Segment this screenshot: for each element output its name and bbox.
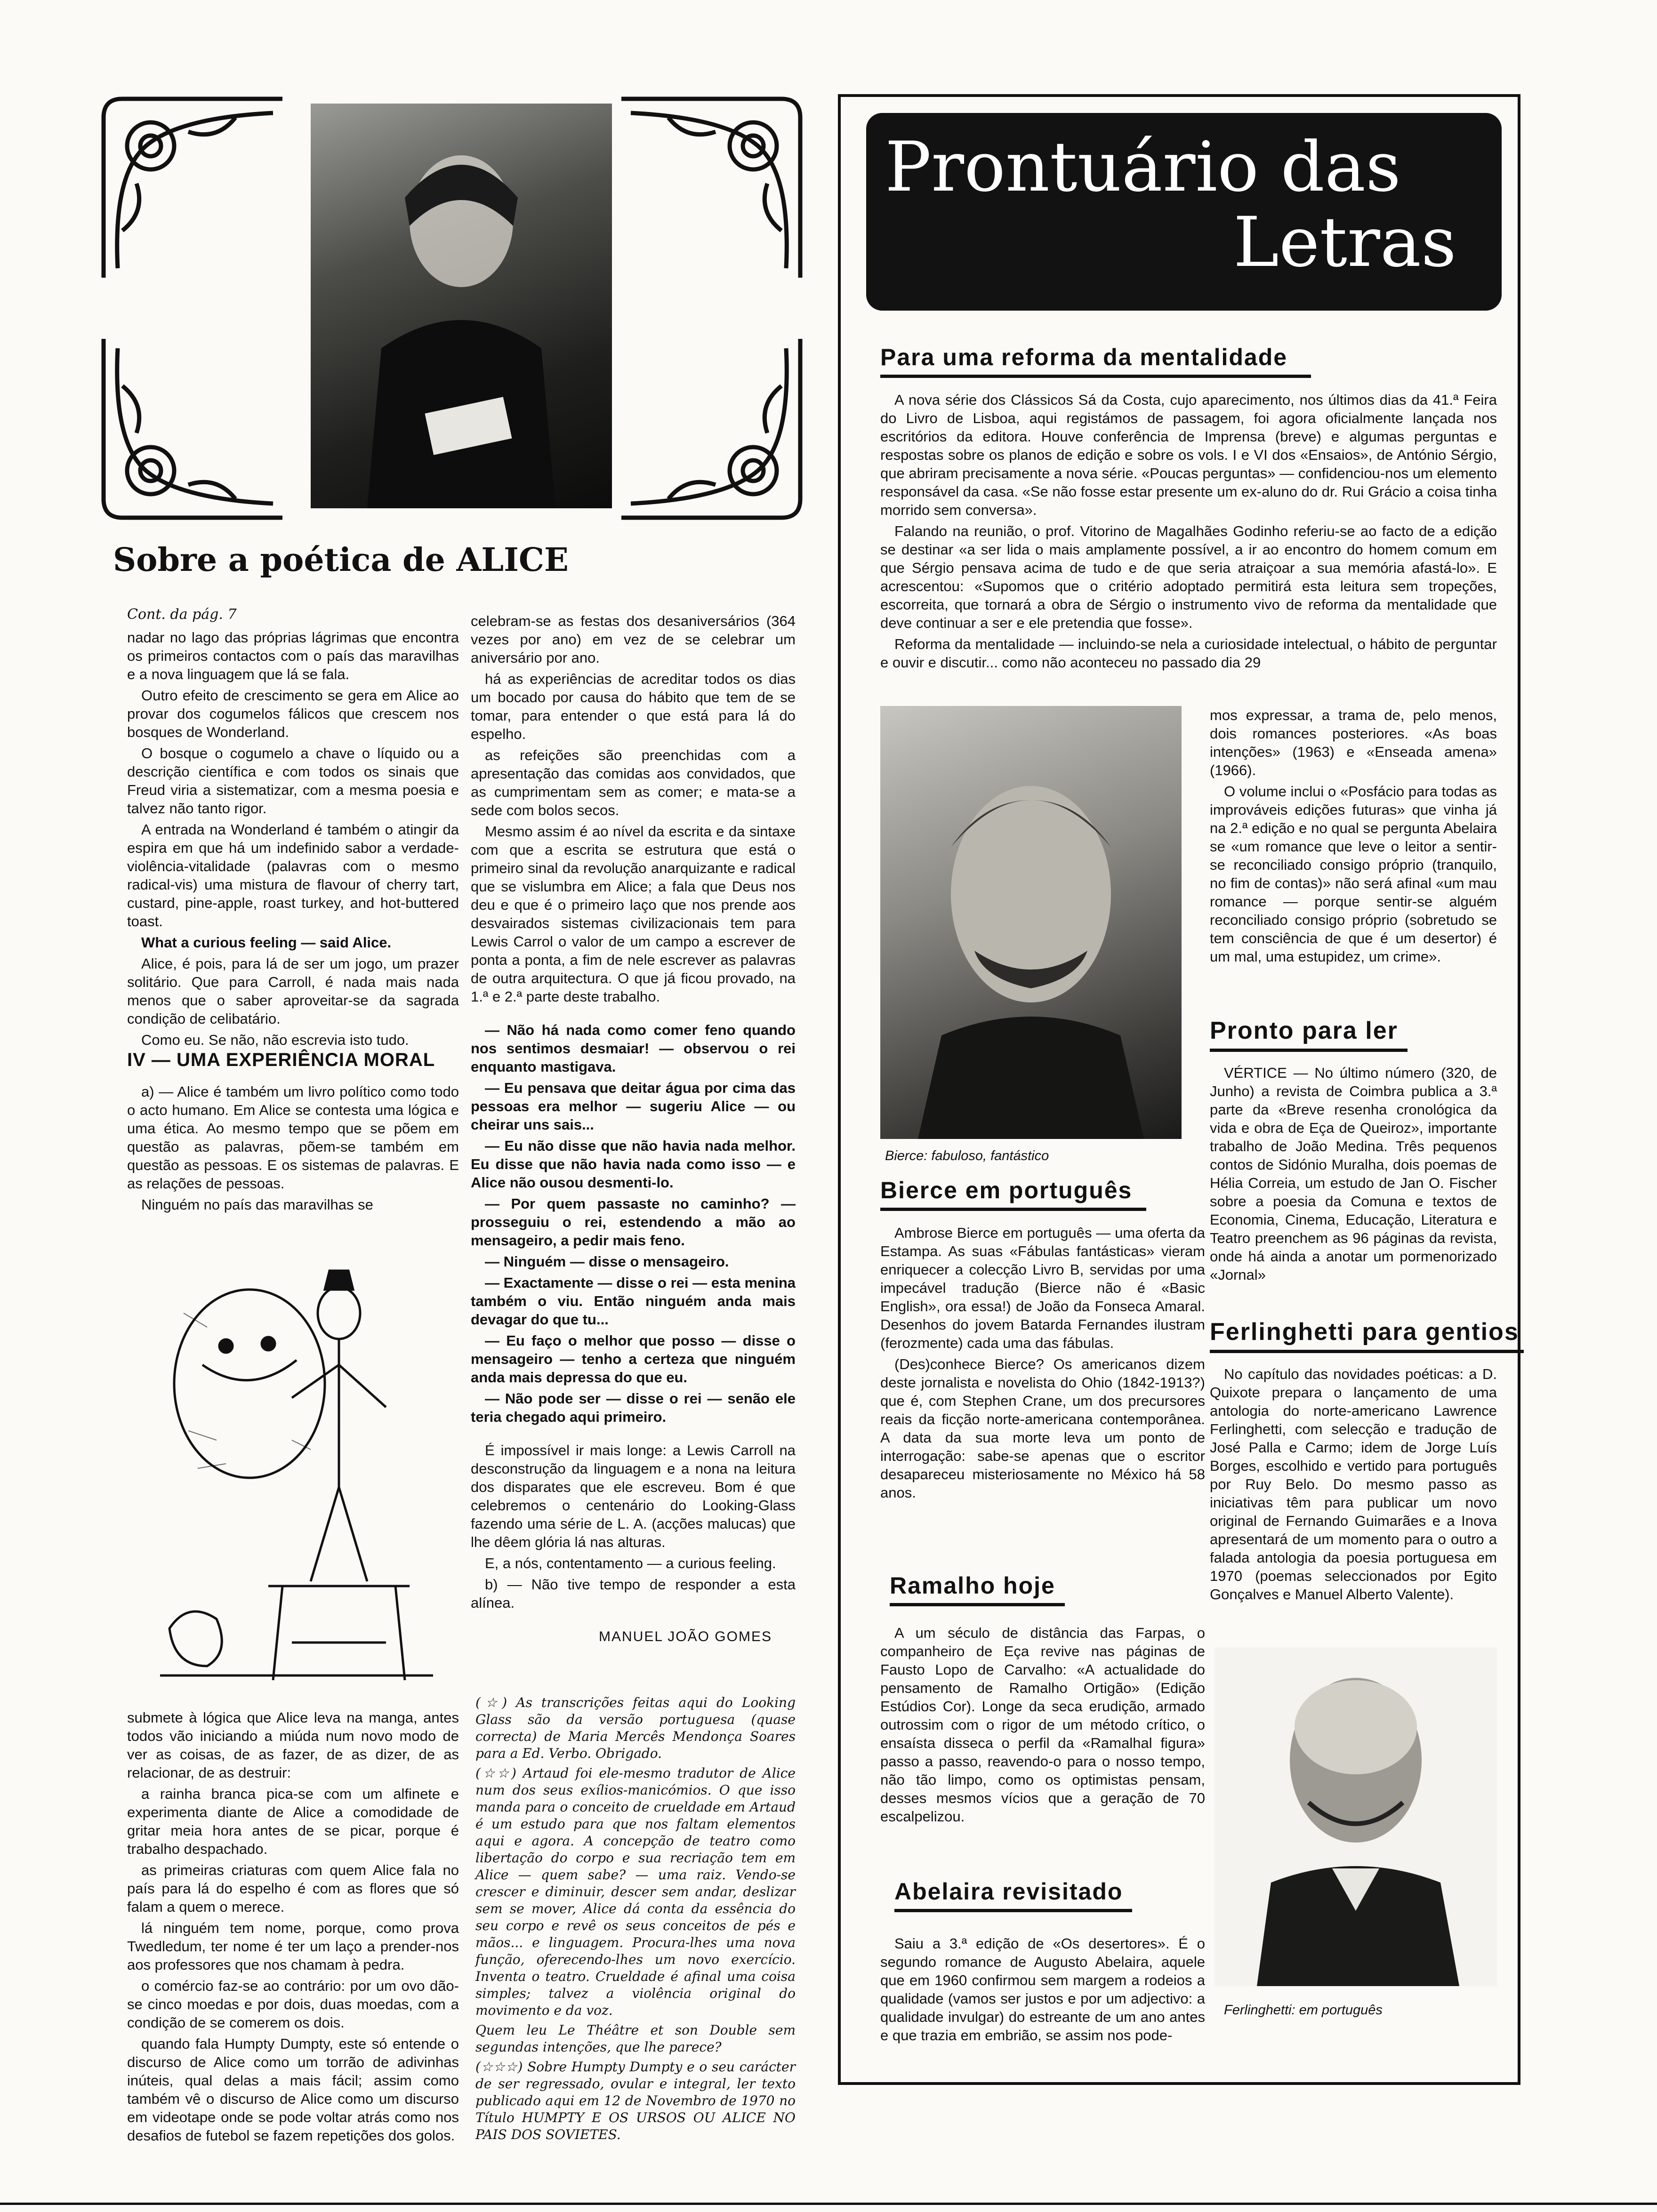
paragraph: VÉRTICE — No último número (320, de Junho) a revista de Coimbra publica a 3.ª parte da «Breve resenha cronológica da vida e obra de Eça de Queiroz», importante trabalho de João Medina. Três pequenos contos de Sidónio Muralha, dois poemas de Hélia Correia, um estudo de Jan O. Fischer sobre a poesia da Comuna e textos de Economia, Cinema, Educação, Literatura e Teatro preenchem as 96 páginas da revista, onde há ainda a anotar um pormenorizado «Jornal» [1210,1065,1497,1283]
paragraph: celebram-se as festas dos desaniversários (364 vezes por ano) em vez de se celebrar um aniversário por ano. [471,613,796,666]
dialogue-line: — Eu pensava que deitar água por cima das pessoas era melhor — sugeriu Alice — ou cheirar uns sais... [471,1080,796,1133]
section-title-pronto: Pronto para ler [1210,1017,1408,1052]
section-title-bierce: Bierce em português [880,1177,1146,1211]
bierce-body [880,1224,1205,1563]
alice-column-1-mid [127,1082,459,1233]
dialogue-line: — Por quem passaste no caminho? — prosseguiu o rei, estendendo a mão ao mensageiro, a pedir mais feno. [471,1195,796,1249]
dialogue-line: — Exactamente — disse o rei — esta menina também o viu. Então ninguém anda mais devagar do que tu... [471,1274,796,1328]
paragraph: E, a nós, contentamento — a curious feeling. [485,1555,776,1571]
footnote: (☆) As transcrições feitas aqui do Looking Glass são da versão portuguesa (quase correcta) de Maria Mercês Mendonça Soares para a Ed. Verbo. Obrigado. [475,1695,796,1761]
section-title-ferlinghetti: Ferlinghetti para gentios [1210,1318,1524,1353]
paragraph: Saiu a 3.ª edição de «Os desertores». É o segundo romance de Augusto Abelaira, aquele que em 1960 confirmou sem margem a rodeios a qualidade (vamos ser justos e por um adjectivo: a qualidade invulgar) do estreante de um ano antes e que trazia em embrião, se assim nos pode- [880,1935,1205,2044]
ornament-bottom-left [94,329,292,527]
ramalho-body [880,1624,1205,1868]
ferlinghetti-portrait-photo [1215,1647,1497,1986]
bierce-portrait-photo [880,706,1182,1139]
paragraph: É impossível ir mais longe: a Lewis Carroll na desconstrução da linguagem e a nona na leitura dos disparates que ele escreveu. Bom é que celebremos o centenário do Looking-Glass fazendo uma série de L. A. (acções malucas) que lhe dêem glória lá nas alturas. [471,1442,796,1550]
paragraph: (Des)conhece Bierce? Os americanos dizem deste jornalista e novelista do Ohio (1842-1913?) que é, com Stephen Crane, um dos precursores reais da ficção norte-americana contemporânea. A data da sua morte leva um ponto de interrogação: sabe-se apenas que o escritor desapareceu misteriosamente no México há 58 anos. [880,1356,1205,1501]
alice-column-1-top [127,628,459,1048]
paragraph: há as experiências de acreditar todos os dias um bocado por causa do hábito que tem de se tomar, para entender o que está para lá do espelho. [471,671,796,742]
paragraph: O bosque o cogumelo a chave o líquido ou a descrição científica e com todos os sinais que Freud viria a sistematizar, com a mesma poesia e talvez não tanto rigor. [127,745,459,817]
paragraph: submete à lógica que Alice leva na manga, antes todos vão iniciando a miúda num novo modo de ver as coisas, de as fazer, de as dizer, de as relacionar, de as destruir: [127,1709,459,1781]
paragraph: Mesmo assim é ao nível da escrita e da sintaxe com que a escrita se estrutura que está o primeiro sinal da revolução anarquizante e radical que se vislumbra em Alice; a fala que Deus nos deu e que é o primeiro laço que nos prende aos desvairados sistemas civilizacionais tem para Lewis Carrol o valor de um campo a escrever de ponta a ponta, a fim de nele escrever as palavras de outra arquitectura. O que já ficou provado, na 1.ª e 2.ª parte deste trabalho. [471,823,796,1005]
section-subhead: IV — UMA EXPERIÊNCIA MORAL [127,1050,435,1070]
masthead-title-line1: Prontuário das [885,127,1401,207]
humpty-dumpty-illustration [151,1242,442,1694]
ferlinghetti-photo-caption: Ferlinghetti: em português [1224,2003,1383,2018]
paragraph: b) — Não tive tempo de responder a esta alínea. [471,1576,796,1611]
footnote: Quem leu Le Théâtre et son Double sem segundas intenções, que lhe parece? [475,2022,796,2055]
paragraph: Reforma da mentalidade — incluindo-se nela a curiosidade intelectual, o hábito de perguntar e ouvir e discutir... como não aconteceu no passado dia 29 [880,636,1497,671]
footnote: (☆☆) Artaud foi ele-mesmo tradutor de Alice num dos seus exílios-manicómios. O que isso manda para o conceito de crueldade em Artaud é um estudo para que nos faltam elementos aqui e agora. A concepção de teatro como libertação do corpo e sua recriação tem em Alice — quem sabe? — uma raiz. Vendo-se crescer e diminuir, descer sem andar, deslizar sem se mover, Alice dá conta da essência do seu corpo e revê os seus conceitos de pés e mãos... e linguagem. Procura-lhes uma nova função, oferecendo-lhes um novo exercício. Inventa o teatro. Crueldade é afinal uma coisa simples; talvez a violência original do movimento e da voz. [475,1765,796,2018]
portrait-figure [311,104,612,508]
paragraph: A nova série dos Clássicos Sá da Costa, cujo aparecimento, nos últimos dias da 41.ª Feira do Livro de Lisboa, aqui registámos de passagem, foi agora oficialmente lançada nos escritórios da editora. Houve conferência de Imprensa (breve) e algumas perguntas e respostas sobre os planos de edição e sobre os vols. I e VI dos «Ensaios», de António Sérgio, que abriram precisamente a nova série. «Poucas perguntas» — confidenciou-nos um elemento responsável da casa. «Se não fosse estar presente um ex-aluno do dr. Rui Grácio a coisa tinha morrido sem conversa». [880,392,1497,518]
dialogue-line: — Ninguém — disse o mensageiro. [485,1253,729,1270]
ornament-top-left [94,89,292,287]
reforma-body [880,391,1497,692]
masthead-title-line2: Letras [1233,202,1456,282]
abelaira-continuation [1210,706,1497,988]
paragraph: O volume inclui o «Posfácio para todas as improváveis edições futuras» que vinha já na 2.ª edição e no qual se pergunta Abelaira se «um romance que leve o leitor a sentir-se reconciliado consigo próprio (tranquilo, no fim de contas)» não será afinal «um mau romance — porque sentir-se alguém reconciliado consigo próprio (sobretudo se tem consciência de que é um desertor) é um mal, uma estupidez, um crime». [1210,783,1497,965]
paragraph: Ambrose Bierce em português — uma oferta da Estampa. As suas «Fábulas fantásticas» vieram enriquecer a colecção Livro B, servidas por uma impecável tradução (Bierce não é «Basic English», ora essa!) de João da Fonseca Amaral. Desenhos do jovem Batarda Fernandes ilustram (ferozmente) cada uma das fábulas. [880,1225,1205,1351]
paragraph: No capítulo das novidades poéticas: a D. Quixote prepara o lançamento de uma antologia do norte-americano Lawrence Ferlinghetti, com selecção e tradução de José Palla e Carmo; idem de Jorge Luís Borges, escolhido e vertido para português por Ruy Belo. Do mesmo passo as iniciativas têm para publicar um novo original de Fernando Guimarães e a Inova apresentará de um momento para o outro a falada antologia da poesia portuguesa em 1970 (poemas seleccionados por Egito Gonçalves e Manuel Alberto Valente). [1210,1366,1497,1603]
author-signature: MANUEL JOÃO GOMES [599,1629,772,1644]
article-title: Sobre a poética de ALICE [113,541,569,579]
paragraph: Como eu. Se não, não escrevia isto tudo. [141,1032,409,1048]
section-title-reforma: Para uma reforma da mentalidade [880,344,1311,378]
paragraph: Outro efeito de crescimento se gera em Alice ao provar dos cogumelos fálicos que crescem nos bosques de Wonderland. [127,687,459,740]
paragraph: nadar no lago das próprias lágrimas que encontra os primeiros contactos com o país das maravilhas e a nova linguagem que lá se fala. [127,629,459,682]
paragraph: quando fala Humpty Dumpty, este só entende o discurso de Alice como um torrão de adivinhas inúteis, qual delas a mais fácil; assim como também vê o discurso de Alice como um discurso em videotape onde se pode voltar atrás como nos desafios de futebol se fazem repetições dos golos. [127,2036,459,2144]
paragraph: as refeições são preenchidas com a apresentação das comidas aos convidados, que as cumprimentam sem as comer; e mata-se a sede com bolos secos. [471,747,796,818]
footnote: (☆☆☆) Sobre Humpty Dumpty e o seu carácter de ser regressado, ovular e integral, ler texto publicado aqui em 12 de Novembro de 1970 no Título HUMPTY E OS URSOS OU ALICE NO PAIS DOS SOVIETES. [475,2059,796,2142]
dialogue-line: — Não há nada como comer feno quando nos sentimos desmaiar! — observou o rei enquanto mastigava. [471,1022,796,1075]
section-title-ramalho: Ramalho hoje [890,1572,1065,1606]
ornament-bottom-right [612,329,810,527]
pronto-body [1210,1064,1497,1299]
paragraph: a rainha branca pica-se com um alfinete e experimenta diante de Alice a comodidade de gritar meia hora antes de se picar, porque é trabalho despachado. [127,1786,459,1857]
paragraph: a) — Alice é também um livro político como todo o acto humano. Em Alice se contesta uma lógica e uma ética. Ao mesmo tempo que se põem em questão as palavras, põem-se também em questão as pessoas. E os sistemas de palavras. E as relações de pessoas. [127,1083,459,1192]
ferlinghetti-figure [1215,1647,1497,1986]
abelaira-body [880,1934,1205,2076]
quote-line: What a curious feeling — said Alice. [141,934,392,951]
paragraph: lá ninguém tem nome, porque, como prova Twedledum, ter nome é ter um laço a prender-nos aos professores que nos chamam à pedra. [127,1920,459,1973]
paragraph: Ninguém no país das maravilhas se [141,1196,373,1213]
paragraph: A um século de distância das Farpas, o companheiro de Eça revive nas páginas de Fausto Lopo de Carvalho: «A actualidade do pensamento de Ramalho Ortigão» (Edição Estúdios Cor). Longe da seca erudição, armado outrossim com o rigor de um método crítico, o ensaísta disseca o perfil da «Ramalhal figura» passo a passo, reavendo-o para o nosso tempo, não tão limpo, como os optimistas pensam, desses mesmos vícios que a geração de 70 escalpelizou. [880,1625,1205,1825]
paragraph: o comércio faz-se ao contrário: por um ovo dão-se cinco moedas e por dois, duas moedas, com a condição de se comerem os dois. [127,1978,459,2031]
ferlinghetti-body [1210,1365,1497,1647]
carroll-portrait-photo [311,104,612,508]
bierce-photo-caption: Bierce: fabuloso, fantástico [885,1148,1049,1163]
dialogue-line: — Eu não disse que não havia nada melhor. Eu disse que não havia nada como isso — e Alice não ousou desmenti-lo. [471,1138,796,1191]
paragraph: mos expressar, a trama de, pelo menos, dois romances posteriores. «As boas intenções» (1963) e «Enseada amena» (1966). [1210,707,1497,778]
paragraph: Falando na reunião, o prof. Vitorino de Magalhães Godinho referiu-se ao facto de a edição se destinar «a ser lida o mais amplamente possível, a ir ao encontro do homem comum em que Sérgio pensava acima de tudo e de que seria atraiçoar a sua memória afastá-lo». E acrescentou: «Supomos que o critério adoptado permitirá esta leitura sem tropeções, escorreita, que tornará a obra de Sérgio o instrumento vivo de reforma da mentalidade que deve continuar a ser e ele pretendia que fosse». [880,523,1497,631]
dialogue-line: — Não pode ser — disse o rei — senão ele teria chegado aqui primeiro. [471,1390,796,1425]
continued-note: Cont. da pág. 7 [127,606,237,623]
alice-column-2 [471,612,796,1675]
alice-column-1-bottom [127,1708,459,2174]
page-bottom-rule [0,2203,1657,2205]
bierce-figure [880,706,1182,1139]
paragraph: as primeiras criaturas com quem Alice fala no país para lá do espelho é com as flores que só falam a quem o merece. [127,1862,459,1915]
section-title-abelaira: Abelaira revisitado [894,1878,1132,1912]
paragraph: Alice, é pois, para lá de ser um jogo, um prazer solitário. Que para Carroll, é nada mais nada menos que o saber aproveitar-se da sagrada condição de celibatário. [127,955,459,1027]
alice-footnotes [475,1694,796,2174]
paragraph: A entrada na Wonderland é também o atingir da espira em que há um indefinido sabor a verdade-violência-vitalidade (palavras com o mesmo radical-vis) uma mistura de flavour of cherry tart, custard, pine-apple, roast turkey, and hot-buttered toast. [127,821,459,930]
ornament-top-right [612,89,810,287]
dialogue-line: — Eu faço o melhor que posso — disse o mensageiro — tenho a certeza que ninguém anda mais depressa do que eu. [471,1332,796,1386]
